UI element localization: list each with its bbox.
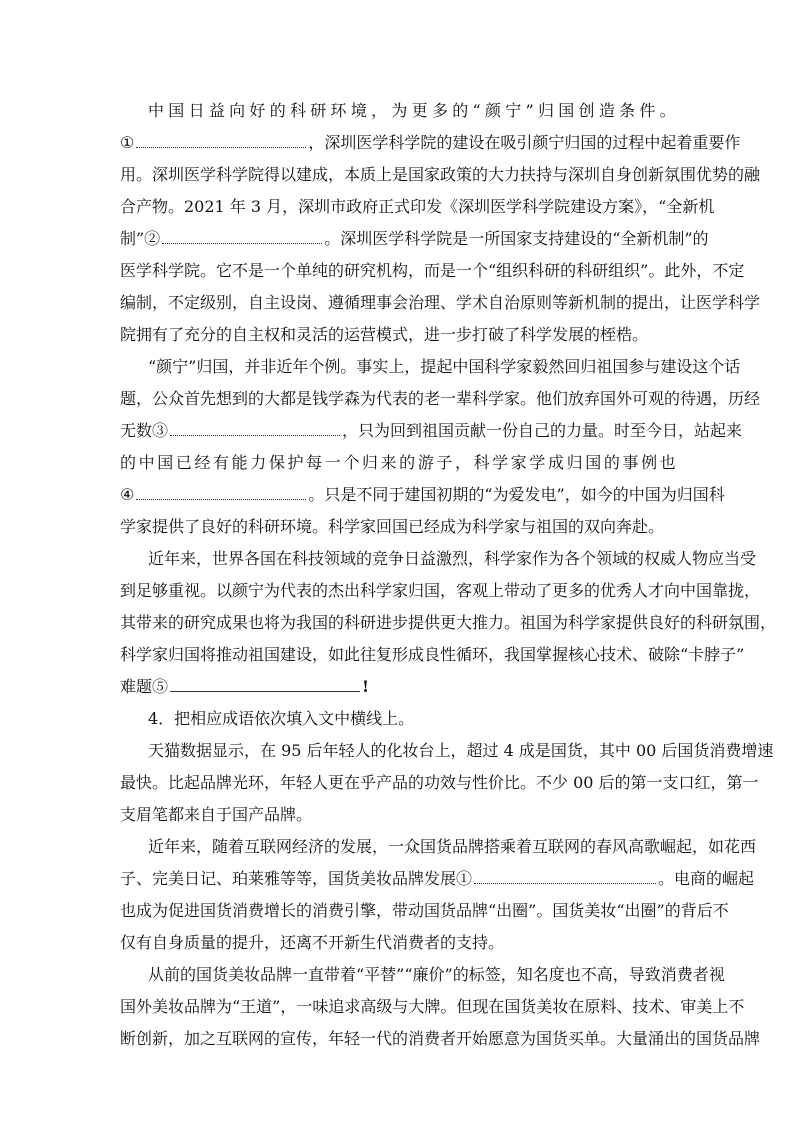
answer-blank-4[interactable]: [136, 483, 306, 500]
p1-line-19: 难题⑤ !: [120, 677, 370, 696]
glyph: 件: [639, 101, 656, 120]
p1-line-01: [148, 96, 676, 126]
glyph: 条: [619, 101, 636, 120]
p1-line-04: 合产物。2021 年 3 月，深圳市政府正式印发《深圳医学科学院建设方案》，“全新机: [120, 197, 715, 216]
glyph: 日: [188, 101, 205, 120]
p1-line-13: ④ 。只是不同于建国初期的“为爱发电”，如今的中国为归国科: [120, 485, 725, 504]
glyph: 国: [558, 101, 575, 120]
answer-blank-3[interactable]: [170, 419, 340, 436]
answer-blank-1[interactable]: [136, 131, 306, 148]
glyph: 宁: [505, 101, 522, 120]
glyph: 更: [411, 101, 428, 120]
p2-line-09: 国外美妆品牌为“王道”，一味追求高级与大牌。但现在国货美妆在原料、技术、审美上不: [120, 997, 745, 1016]
glyph: 归: [566, 453, 583, 472]
glyph: 每: [306, 453, 323, 472]
p1-line-10: 题，公众首先想到的大都是钱学森为代表的老一辈科学家。他们放弃国外可观的待遇，历经: [120, 389, 761, 408]
glyph: 游: [417, 453, 434, 472]
glyph: 环: [330, 101, 347, 120]
p2-line-02: 最快。比起品牌光环，年轻人更在乎产品的功效与性价比。不少 00 后的第一支口红，第一: [120, 773, 759, 792]
glyph: 国: [168, 101, 185, 120]
glyph: 例: [641, 453, 658, 472]
glyph: 能: [231, 453, 248, 472]
question-4-title: 4．把相应成语依次填入文中横线上。: [148, 709, 415, 728]
glyph: 科: [289, 101, 306, 120]
glyph: 国: [585, 453, 602, 472]
answer-blank-p2-1[interactable]: [474, 867, 656, 884]
glyph: 多: [431, 101, 448, 120]
glyph: 已: [175, 453, 192, 472]
p2-line-10: 断创新，加之互联网的宣传，年轻一代的消费者开始愿意为国货买单。大量涌出的国货品牌: [120, 1029, 761, 1048]
glyph: 的: [269, 101, 286, 120]
glyph: 也: [659, 453, 676, 472]
glyph: 造: [598, 101, 615, 120]
glyph: 力: [250, 453, 267, 472]
answer-blank-5[interactable]: [170, 675, 360, 692]
p1-line-11: 无数③ ，只为回到祖国贡献一份自己的力量。时至今日，站起来: [120, 421, 743, 440]
glyph: 的: [120, 453, 137, 472]
glyph: 学: [529, 453, 546, 472]
glyph: ”: [525, 101, 534, 120]
glyph: 子: [436, 453, 453, 472]
glyph: 归: [361, 453, 378, 472]
glyph: 保: [268, 453, 285, 472]
glyph: 中: [148, 101, 165, 120]
glyph: 一: [324, 453, 341, 472]
glyph: 有: [213, 453, 230, 472]
glyph: 。: [659, 101, 676, 120]
p1-line-07: 编制，不定级别，自主设岗、遵循理事会治理、学术自治原则等新机制的提出，让医学科学: [120, 293, 761, 312]
p1-line-02: ① ，深圳医学科学院的建设在吸引颜宁归国的过程中起着重要作: [120, 133, 741, 152]
glyph: 的: [452, 101, 469, 120]
p1-line-14: 学家提供了良好的科研环境。科学家回国已经成为科学家与祖国的双向奔赴。: [120, 517, 665, 536]
glyph: 归: [537, 101, 554, 120]
answer-blank-2[interactable]: [162, 227, 322, 244]
glyph: 境: [350, 101, 367, 120]
glyph: 国: [157, 453, 174, 472]
glyph: 的: [603, 453, 620, 472]
p1-line-18: 科学家归国将推动祖国建设，如此往复形成良性循环，我国掌握核心技术、破除“卡脖子”: [120, 645, 745, 664]
glyph: 的: [399, 453, 416, 472]
glyph: ，: [454, 453, 471, 472]
blank-marker-4: ④: [120, 485, 135, 504]
p2-line-03: 支眉笔都来自于国产品牌。: [120, 805, 313, 824]
glyph: 颜: [484, 101, 501, 120]
glyph: 向: [229, 101, 246, 120]
glyph: 家: [510, 453, 527, 472]
p2-line-06: 也成为促进国货消费增长的消费引擎，带动国货品牌“出圈”。国货美妆“出圈”的背后不: [120, 901, 729, 920]
p1-line-16: 到足够重视。以颜宁为代表的杰出科学家归国，客观上带动了更多的优秀人才向中国靠拢，: [120, 581, 761, 600]
glyph: 护: [287, 453, 304, 472]
glyph: 来: [380, 453, 397, 472]
p1-line-12: [120, 448, 676, 478]
p1-line-09: “颜宁”归国，并非近年个例。事实上，提起中国科学家毅然回归祖国参与建设这个话: [148, 357, 741, 376]
p2-line-01: 天猫数据显示，在 95 后年轻人的化妆台上，超过 4 成是国货，其中 00 后国货消费增速: [148, 741, 774, 760]
glyph: 益: [208, 101, 225, 120]
glyph: “: [472, 101, 481, 120]
p2-line-08: 从前的国货美妆品牌一直带着“平替”“廉价”的标签，知名度也不高，导致消费者视: [148, 965, 725, 984]
glyph: 创: [578, 101, 595, 120]
p1-line-05: 制”② 。深圳医学科学院是一所国家支持建设的“全新机制”的: [120, 229, 709, 248]
glyph: ，: [371, 101, 388, 120]
glyph: 中: [138, 453, 155, 472]
glyph: 科: [473, 453, 490, 472]
p1-line-17: 其带来的研究成果也将为我国的科研进步提供更大推力。祖国为科学家提供良好的科研氛围，: [120, 613, 777, 632]
p2-line-07: 仅有自身质量的提升，还离不开新生代消费者的支持。: [120, 933, 505, 952]
glyph: 研: [310, 101, 327, 120]
glyph: 学: [492, 453, 509, 472]
glyph: 经: [194, 453, 211, 472]
p1-line-08: 院拥有了充分的自主权和灵活的运营模式，进一步打破了科学发展的桎梏。: [120, 325, 649, 344]
p1-line-06: 医学科学院。它不是一个单纯的研究机构，而是一个“组织科研的科研组织”。此外，不定: [120, 261, 745, 280]
p2-line-05: 子、完美日记、珀莱雅等等，国货美妆品牌发展① 。电商的崛起: [120, 869, 755, 888]
glyph: 好: [249, 101, 266, 120]
glyph: 个: [343, 453, 360, 472]
p1-line-15: 近年来，世界各国在科技领域的竞争日益激烈，科学家作为各个领域的权威人物应当受: [148, 549, 757, 568]
blank-marker-1: ①: [120, 133, 135, 152]
glyph: 事: [622, 453, 639, 472]
p1-line-03: 用。深圳医学科学院得以建成，本质上是国家政策的大力扶持与深圳自身创新氛围优势的融: [120, 165, 761, 184]
glyph: 成: [548, 453, 565, 472]
p2-line-04: 近年来，随着互联网经济的发展，一众国货品牌搭乘着互联网的春风高歌崛起，如花西: [148, 837, 757, 856]
glyph: 为: [391, 101, 408, 120]
